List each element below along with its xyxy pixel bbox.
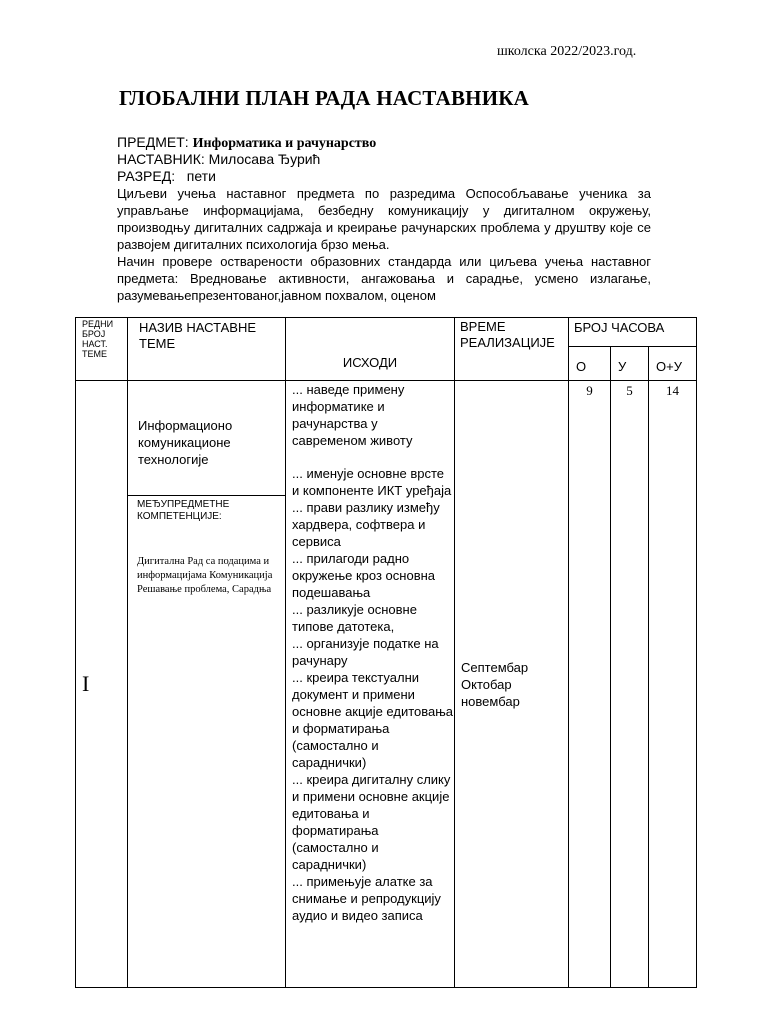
grade-label: РАЗРЕД: — [117, 168, 176, 184]
verification-paragraph: Начин провере остварености образовних стандарда или циљева учења наставног предмета: Вредновање активности, ангажовања и сарадње, усмено излагање, разумевањепрезентованог,јавном похвалом, оценом — [117, 254, 651, 303]
outcome-item: ... разликује основне типове датотека, — [292, 602, 417, 634]
cell-divider — [128, 495, 285, 496]
page-title: ГЛОБАЛНИ ПЛАН РАДА НАСТАВНИКА — [119, 86, 530, 110]
header-u: У — [611, 347, 649, 381]
header-vreme: ВРЕМЕ РЕАЛИЗАЦИЈЕ — [455, 318, 569, 381]
outcome-item: ... наведе примену информатике и рачунарства у савременом животу — [292, 382, 413, 448]
header-o: О — [569, 347, 611, 381]
hours-o: 9 — [569, 381, 611, 988]
header-redni: РЕДНИ БРОЈ НАСТ. ТЕМЕ — [76, 318, 128, 381]
outcome-item: ... организује податке на рачунару — [292, 636, 439, 668]
header-naziv: НАЗИВ НАСТАВНЕ ТЕМЕ — [128, 318, 286, 381]
outcome-item: ... прави разлику између хардвера, софтвера и сервиса — [292, 500, 440, 549]
header-ou: О+У — [649, 347, 697, 381]
subject-line — [117, 134, 376, 152]
period-value: Септембар Октобар новембар — [461, 659, 529, 709]
outcome-item: ... именује основне врсте и компоненте ИКТ уређаја — [292, 466, 452, 498]
teacher-label: НАСТАВНИК: — [117, 151, 209, 167]
competencies-label: МЕЂУПРЕДМЕТНЕ КОМПЕТЕНЦИЈЕ: — [137, 499, 230, 522]
subject-label: ПРЕДМЕТ: — [117, 134, 193, 150]
hours-ou: 14 — [649, 381, 697, 988]
theme-title: Информационо комуникационе технологије — [138, 418, 233, 467]
outcome-item: ... примењује алатке за снимање и репродукцију аудио и видео записа — [292, 874, 441, 923]
header-broj-casova: БРОЈ ЧАСОВА — [569, 318, 697, 347]
theme-number: I — [76, 381, 128, 988]
teacher-line — [117, 151, 320, 167]
goals-paragraph: Циљеви учења наставног предмета по разредима Оспособљавање ученика за управљање информацијама, безбедну комуникацију у дигиталном окружењу, производњу дигиталних садржаја и креирање рачунарских проблема у друштву које се развојем дигиталних психологија брзо мења. — [117, 186, 651, 252]
grade-value: пети — [186, 168, 216, 184]
subject-value: Информатика и рачунарство — [192, 136, 377, 151]
plan-table — [75, 317, 697, 988]
grade-line — [117, 168, 216, 184]
outcome-item: ... креира дигиталну слику и примени основне акције едитовања и форматирања (самостално и сараднички) — [292, 772, 451, 872]
outcome-item: ... креира текстуални документ и примени основне акције едитовања и форматирања (самостално и сараднички) — [292, 670, 454, 770]
hours-u: 5 — [611, 381, 649, 988]
school-year: школска 2022/2023.год. — [497, 44, 637, 59]
theme-cell — [128, 381, 286, 988]
teacher-value: Милосава Ђурић — [208, 151, 321, 167]
header-ishodi: ИСХОДИ — [286, 318, 455, 381]
competencies-list: Дигитална Рад са подацима и информацијама Комуникација Решавање проблема, Сарадња — [137, 556, 273, 595]
outcomes-cell — [286, 381, 455, 988]
table-row — [76, 381, 697, 988]
period-cell — [455, 381, 569, 988]
outcome-item: ... прилагоди радно окружење кроз основна подешавања — [292, 551, 436, 600]
